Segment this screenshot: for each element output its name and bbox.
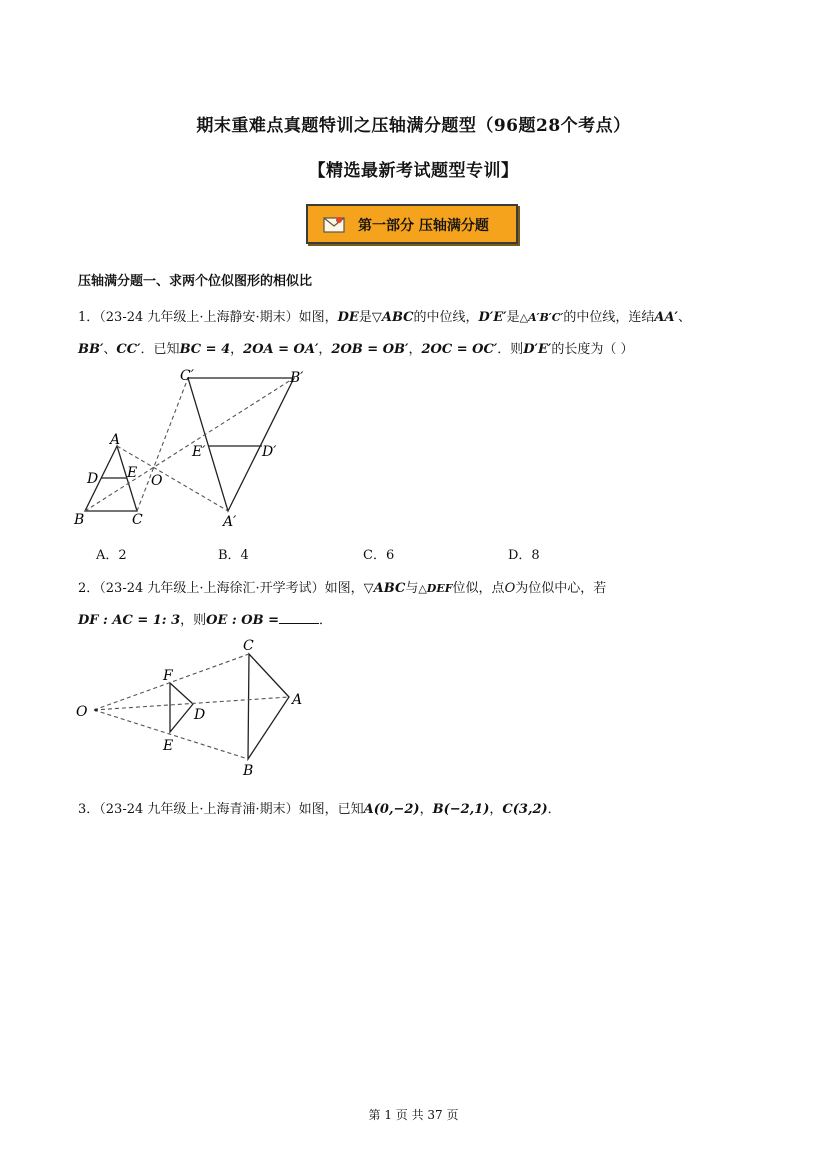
dashed-cc <box>137 378 188 511</box>
label-c: C <box>243 638 254 654</box>
question-2-line-1: 2．（23-24 九年级上·上海徐汇·开学考试）如图，▽ABC与△DEF位似，点O为位似中心，若 <box>78 581 607 596</box>
page-title: 期末重难点真题特训之压轴满分题型（96题28个考点） <box>196 116 631 136</box>
answer-blank[interactable] <box>279 612 319 624</box>
label-a: A <box>292 692 303 708</box>
label-d: D <box>194 707 206 723</box>
question-2-line-2: DF : AC = 1: 3，则OE : OB = ． <box>78 613 333 628</box>
label-d: D <box>87 471 99 487</box>
question-3-line-1: 3．（23-24 九年级上·上海青浦·期末）如图，已知A(0,−2)，B(−2,1)，C(3,2)． <box>78 802 561 817</box>
option-d: D．8 <box>508 548 540 563</box>
page-subtitle: 【精选最新考试题型专训】 <box>308 161 519 181</box>
section-title: 压轴满分题一、求两个位似图形的相似比 <box>78 274 313 289</box>
label-f: F <box>163 668 173 684</box>
section-banner <box>306 204 518 244</box>
triangle-abc <box>248 654 289 759</box>
question-2-figure <box>70 634 310 779</box>
label-d-prime: D′ <box>262 444 277 460</box>
question-1-figure <box>70 364 320 529</box>
label-o: O <box>76 704 88 720</box>
label-e-prime: E′ <box>192 444 206 460</box>
label-a-prime: A′ <box>223 514 237 529</box>
label-b: B <box>243 763 254 779</box>
triangle-def <box>170 683 193 732</box>
label-c: C <box>132 512 143 528</box>
option-a: A．2 <box>96 548 127 563</box>
label-o: O <box>151 473 163 489</box>
label-a: A <box>110 432 121 448</box>
option-c: C．6 <box>363 548 395 563</box>
point-o <box>95 709 98 712</box>
envelope-icon <box>323 216 345 233</box>
option-b: B．4 <box>218 548 249 563</box>
label-b-prime: B′ <box>290 370 304 386</box>
label-c-prime: C′ <box>180 368 194 384</box>
question-1-line-1: 1．（23-24 九年级上·上海静安·期末）如图，DE是▽ABC的中位线，D′E′是△A′B′C′的中位线，连结AA′、 <box>78 310 691 325</box>
label-e: E <box>127 465 138 481</box>
question-1-line-2: BB′、CC′．已知BC = 4，2OA = OA′，2OB = OB′，2OC = OC′．则D′E′的长度为（ ） <box>78 342 634 357</box>
banner-label: 第一部分 压轴满分题 <box>358 218 489 234</box>
label-e: E <box>163 738 174 754</box>
label-b: B <box>74 512 85 528</box>
page-footer: 第 1 页 共 37 页 <box>368 1108 459 1122</box>
